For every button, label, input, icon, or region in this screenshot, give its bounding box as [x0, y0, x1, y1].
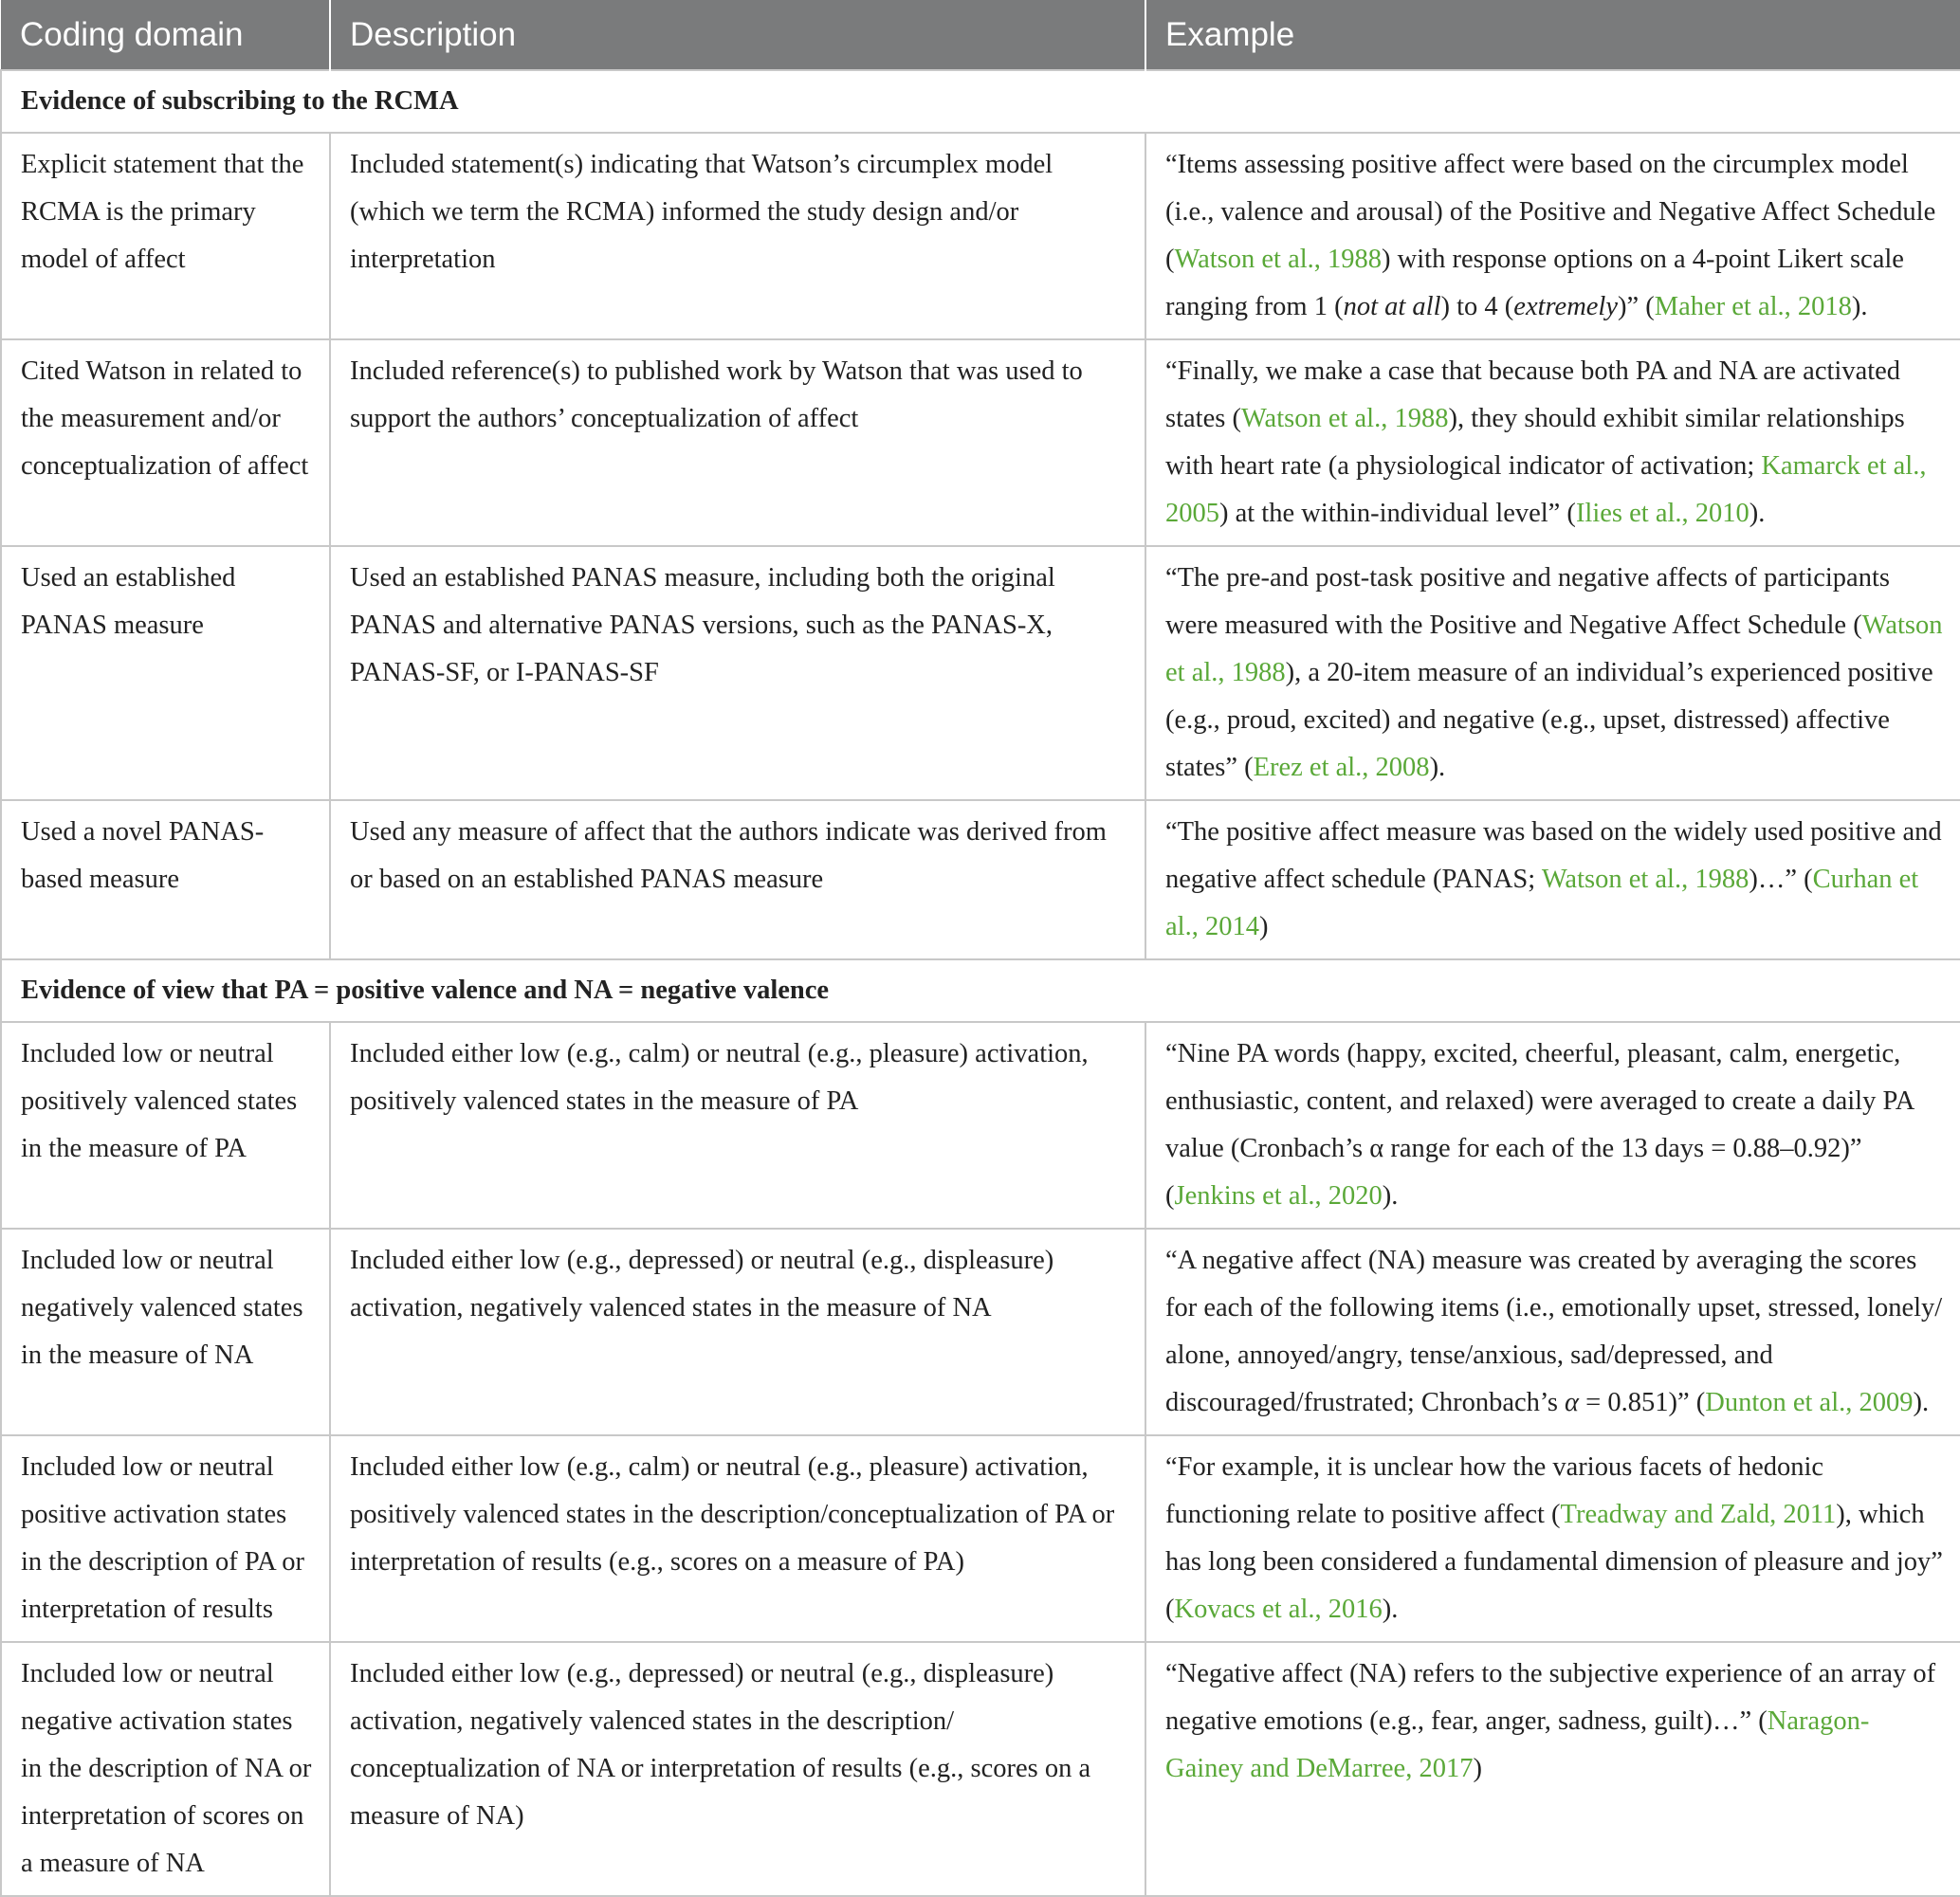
example-text: ) at the within-individual level” (: [1219, 499, 1576, 528]
coding-domain-cell: Used an established PANAS measure: [1, 546, 330, 800]
header-row: [1, 0, 1960, 70]
citation-link[interactable]: Watson et al., 1988: [1165, 611, 1943, 687]
citation-link[interactable]: Watson et al., 1988: [1541, 865, 1749, 894]
italic-text: extremely: [1513, 292, 1618, 321]
description-cell: Included reference(s) to published work by Watson that was used to support the authors’ conceptualization of affect: [330, 339, 1145, 546]
example-text: ), which has long been considered a fundamental dimension of pleasure and joy” (: [1165, 1500, 1943, 1624]
citation-link[interactable]: Ilies et al., 2010: [1575, 499, 1749, 528]
example-cell: [1145, 1022, 1960, 1229]
table-row: [1, 1229, 1960, 1435]
italic-text: α: [1565, 1388, 1580, 1417]
citation-link[interactable]: Watson et al., 1988: [1240, 404, 1449, 433]
coding-domain-cell: Included low or neutral negatively valenced states in the measure of NA: [1, 1229, 330, 1435]
citation-link[interactable]: Watson et al., 1988: [1174, 245, 1383, 274]
example-cell: [1145, 1435, 1960, 1642]
example-text: )…” (: [1749, 865, 1813, 894]
example-text: )” (: [1618, 292, 1655, 321]
example-text: ).: [1382, 1181, 1399, 1211]
section-title: Evidence of subscribing to the RCMA: [1, 70, 1960, 133]
citation-link[interactable]: Jenkins et al., 2020: [1174, 1181, 1383, 1211]
coding-domain-cell: Explicit statement that the RCMA is the primary model of affect: [1, 133, 330, 339]
example-text: ), they should exhibit similar relationships with heart rate (a physiological indicator of activation;: [1165, 404, 1905, 481]
example-text: ) to 4 (: [1440, 292, 1514, 321]
description-cell: Included either low (e.g., calm) or neutral (e.g., pleasure) activation, positively valenced states in the measure of PA: [330, 1022, 1145, 1229]
description-cell: Used an established PANAS measure, including both the original PANAS and alternative PANAS versions, such as the PANAS-X, PANAS-SF, or I-PANAS-SF: [330, 546, 1145, 800]
example-cell: [1145, 546, 1960, 800]
description-cell: Included either low (e.g., depressed) or neutral (e.g., displeasure) activation, negatively valenced states in the measure of NA: [330, 1229, 1145, 1435]
example-text: “Finally, we make a case that because both PA and NA are activated states (: [1165, 356, 1901, 433]
example-cell: [1145, 1229, 1960, 1435]
italic-text: not at all: [1343, 292, 1441, 321]
example-text: “The pre-and post-task positive and negative affects of participants were measured with the Positive and Negative Affect Schedule (: [1165, 563, 1890, 640]
table-row: [1, 1642, 1960, 1896]
citation-link[interactable]: Maher et al., 2018: [1654, 292, 1852, 321]
example-text: ).: [1913, 1388, 1930, 1417]
description-cell: Included either low (e.g., depressed) or neutral (e.g., displeasure) activation, negatively valenced states in the description/ conceptualization of NA or interpretation of results (e.g., scores on a measure of NA): [330, 1642, 1145, 1896]
example-text: ): [1473, 1754, 1482, 1783]
section-title: Evidence of view that PA = positive valence and NA = negative valence: [1, 959, 1960, 1022]
table-row: [1, 133, 1960, 339]
example-text: ): [1258, 912, 1269, 941]
example-text: ).: [1429, 753, 1446, 782]
example-text: “A negative affect (NA) measure was created by averaging the scores for each of the following items (i.e., emotionally upset, stressed, lonely/ alone, annoyed/angry, tense/anxious, sad/depressed, and discouraged/frustrated; Chronbach’s: [1165, 1246, 1943, 1417]
table-header: [1, 0, 1960, 70]
example-text: ).: [1851, 292, 1868, 321]
citation-link[interactable]: Curhan et al., 2014: [1165, 865, 1919, 941]
citation-link[interactable]: Dunton et al., 2009: [1705, 1388, 1914, 1417]
description-cell: Used any measure of affect that the authors indicate was derived from or based on an established PANAS measure: [330, 800, 1145, 959]
example-cell: [1145, 1642, 1960, 1896]
table-row: [1, 546, 1960, 800]
coding-domain-cell: Used a novel PANAS-based measure: [1, 800, 330, 959]
description-cell: Included statement(s) indicating that Watson’s circumplex model (which we term the RCMA) informed the study design and/or interpretation: [330, 133, 1145, 339]
example-text: ) with response options on a 4-point Likert scale ranging from 1 (: [1165, 245, 1904, 321]
example-text: ), a 20-item measure of an individual’s experienced positive (e.g., proud, excited) and negative (e.g., upset, distressed) affective states” (: [1165, 658, 1933, 782]
table-row: [1, 339, 1960, 546]
citation-link[interactable]: Naragon-Gainey and DeMarree, 2017: [1165, 1706, 1870, 1783]
example-text: “Negative affect (NA) refers to the subjective experience of an array of negative emotions (e.g., fear, anger, sadness, guilt)…” (: [1165, 1659, 1936, 1736]
example-text: “Items assessing positive affect were based on the circumplex model (i.e., valence and arousal) of the Positive and Negative Affect Schedule (: [1165, 150, 1936, 274]
example-text: ).: [1749, 499, 1766, 528]
coding-domain-cell: Cited Watson in related to the measurement and/or conceptualization of affect: [1, 339, 330, 546]
header-description: Description: [330, 0, 1145, 70]
table-body: [1, 70, 1960, 1896]
section-row: [1, 70, 1960, 133]
citation-link[interactable]: Erez et al., 2008: [1253, 753, 1430, 782]
example-text: “Nine PA words (happy, excited, cheerful, pleasant, calm, energetic, enthusiastic, content, and relaxed) were averaged to create a daily PA value (Cronbach’s α range for each of the 13 days = 0.88–0.92)” (: [1165, 1039, 1914, 1211]
citation-link[interactable]: Kovacs et al., 2016: [1174, 1595, 1383, 1624]
citation-link[interactable]: Treadway and Zald, 2011: [1560, 1500, 1837, 1529]
coding-domain-cell: Included low or neutral positively valenced states in the measure of PA: [1, 1022, 330, 1229]
example-text: “The positive affect measure was based on the widely used positive and negative affect schedule (PANAS;: [1165, 817, 1942, 894]
coding-domain-cell: Included low or neutral positive activation states in the description of PA or interpretation of results: [1, 1435, 330, 1642]
example-text: “For example, it is unclear how the various facets of hedonic functioning relate to positive affect (: [1165, 1452, 1824, 1529]
coding-domain-cell: Included low or neutral negative activation states in the description of NA or interpretation of scores on a measure of NA: [1, 1642, 330, 1896]
example-cell: [1145, 133, 1960, 339]
example-cell: [1145, 800, 1960, 959]
citation-link[interactable]: Kamarck et al., 2005: [1165, 451, 1927, 528]
example-text: ).: [1382, 1595, 1399, 1624]
section-row: [1, 959, 1960, 1022]
description-cell: Included either low (e.g., calm) or neutral (e.g., pleasure) activation, positively valenced states in the description/conceptualization of PA or interpretation of results (e.g., scores on a measure of PA): [330, 1435, 1145, 1642]
table-row: [1, 1022, 1960, 1229]
header-example: Example: [1145, 0, 1960, 70]
table-row: [1, 1435, 1960, 1642]
example-text: = 0.851)” (: [1579, 1388, 1706, 1417]
header-coding-domain: Coding domain: [1, 0, 330, 70]
table-row: [1, 800, 1960, 959]
example-cell: [1145, 339, 1960, 546]
